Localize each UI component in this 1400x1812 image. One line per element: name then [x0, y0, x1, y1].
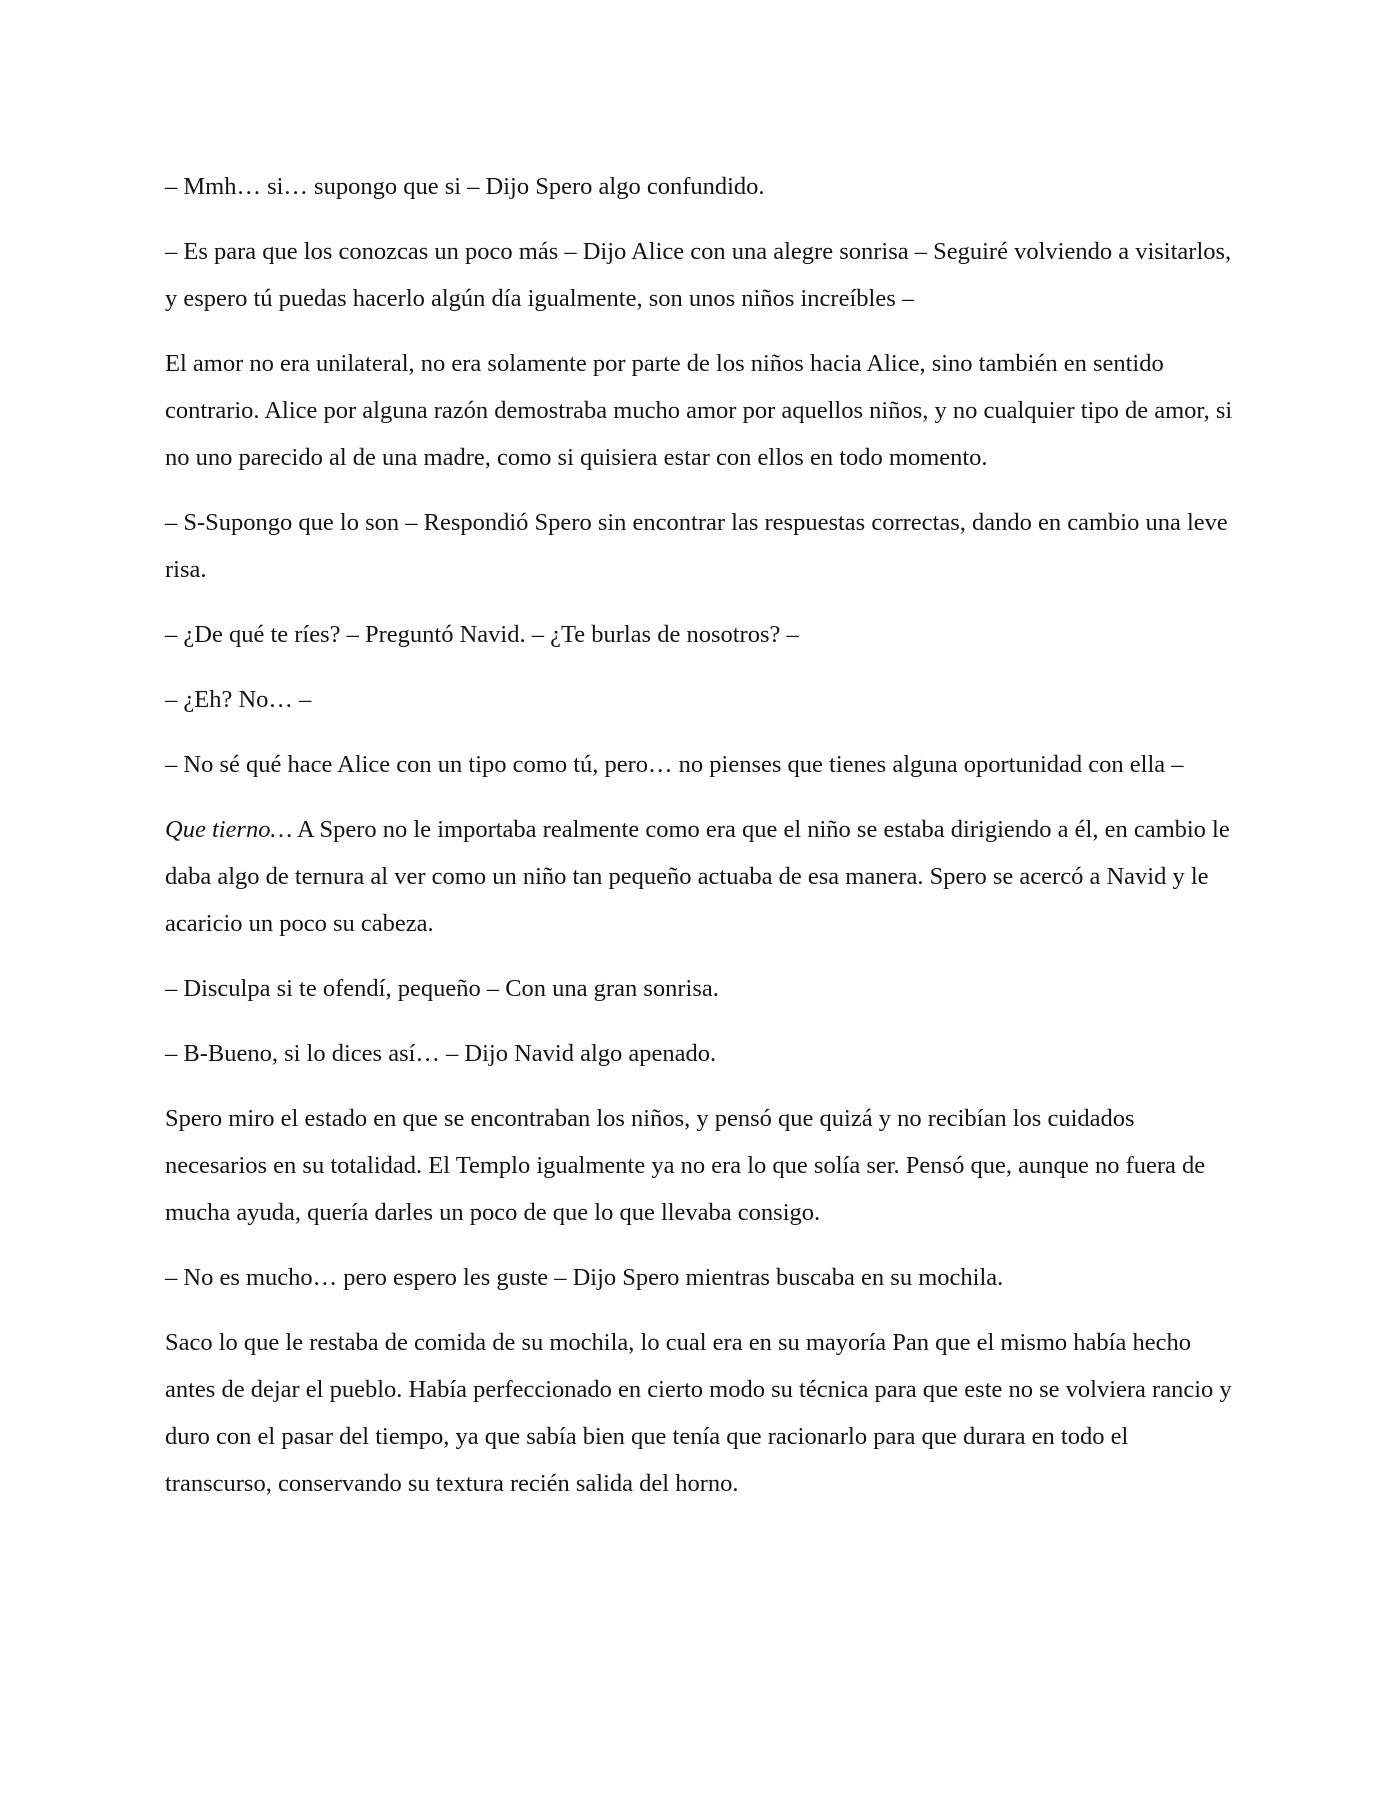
paragraph-1: [165, 163, 1240, 210]
italic-thought: Que tierno…: [165, 816, 293, 843]
paragraph-text: – ¿Eh? No… –: [165, 686, 312, 713]
paragraph-text: Spero miro el estado en que se encontraban los niños, y pensó que quizá y no recibían los cuidados necesarios en su totalidad. El Templo igualmente ya no era lo que solía ser. Pensó que, aunque no fuera de mucha ayuda, quería darles un poco de que lo que llevaba consigo.: [165, 1105, 1206, 1226]
paragraph-text: – ¿De qué te ríes? – Preguntó Navid. – ¿Te burlas de nosotros? –: [165, 621, 799, 648]
paragraph-text: – No es mucho… pero espero les guste – Dijo Spero mientras buscaba en su mochila.: [165, 1264, 1004, 1291]
paragraph-9: [165, 965, 1240, 1012]
paragraph-5: [165, 611, 1240, 658]
paragraph-text: – S-Supongo que lo son – Respondió Spero sin encontrar las respuestas correctas, dando en cambio una leve risa.: [165, 509, 1228, 583]
paragraph-11: [165, 1095, 1240, 1236]
paragraph-text: Saco lo que le restaba de comida de su mochila, lo cual era en su mayoría Pan que el mismo había hecho antes de dejar el pueblo. Había perfeccionado en cierto modo su técnica para que este no se volviera rancio y duro con el pasar del tiempo, ya que sabía bien que tenía que racionarlo para que durara en todo el transcurso, conservando su textura recién salida del horno.: [165, 1329, 1232, 1497]
paragraph-13: [165, 1319, 1240, 1507]
paragraph-text: – Es para que los conozcas un poco más – Dijo Alice con una alegre sonrisa – Seguiré volviendo a visitarlos, y espero tú puedas hacerlo algún día igualmente, son unos niños increíbles –: [165, 238, 1232, 312]
paragraph-7: [165, 741, 1240, 788]
paragraph-text: A Spero no le importaba realmente como era que el niño se estaba dirigiendo a él, en cambio le daba algo de ternura al ver como un niño tan pequeño actuaba de esa manera. Spero se acercó a Navid y le acaricio un poco su cabeza.: [165, 816, 1230, 937]
paragraph-text: – Disculpa si te ofendí, pequeño – Con una gran sonrisa.: [165, 975, 719, 1002]
paragraph-text: – Mmh… si… supongo que si – Dijo Spero algo confundido.: [165, 173, 765, 200]
paragraph-8: [165, 806, 1240, 947]
paragraph-10: [165, 1030, 1240, 1077]
paragraph-text: – B-Bueno, si lo dices así… – Dijo Navid algo apenado.: [165, 1040, 717, 1067]
paragraph-3: [165, 340, 1240, 481]
paragraph-text: – No sé qué hace Alice con un tipo como tú, pero… no pienses que tienes alguna oportunidad con ella –: [165, 751, 1184, 778]
paragraph-2: [165, 228, 1240, 322]
paragraph-4: [165, 499, 1240, 593]
paragraph-text: El amor no era unilateral, no era solamente por parte de los niños hacia Alice, sino también en sentido contrario. Alice por alguna razón demostraba mucho amor por aquellos niños, y no cualquier tipo de amor, si no uno parecido al de una madre, como si quisiera estar con ellos en todo momento.: [165, 350, 1233, 471]
paragraph-6: [165, 676, 1240, 723]
paragraph-12: [165, 1254, 1240, 1301]
